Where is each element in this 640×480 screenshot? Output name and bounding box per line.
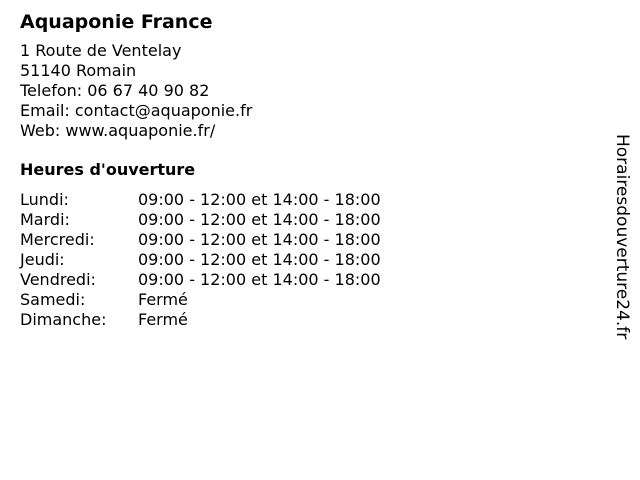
business-name: Aquaponie France (20, 11, 213, 33)
address-block (20, 41, 580, 141)
business-card (20, 9, 580, 330)
phone-line: Telefon: 06 67 40 90 82 (20, 81, 210, 100)
hours-row-monday (20, 190, 580, 210)
web-line: Web: www.aquaponie.fr/ (20, 121, 216, 140)
day-label: Mardi: (20, 210, 70, 229)
day-label: Lundi: (20, 190, 69, 209)
opening-hours-table (20, 190, 580, 330)
day-hours: 09:00 - 12:00 et 14:00 - 18:00 (138, 250, 381, 269)
day-label: Dimanche: (20, 310, 107, 329)
day-label: Mercredi: (20, 230, 95, 249)
hours-row-tuesday (20, 210, 580, 230)
day-label: Vendredi: (20, 270, 96, 289)
day-label: Samedi: (20, 290, 86, 309)
address-city: 51140 Romain (20, 61, 137, 80)
day-hours: 09:00 - 12:00 et 14:00 - 18:00 (138, 190, 381, 209)
opening-hours-title: Heures d'ouverture (20, 160, 196, 179)
day-hours: 09:00 - 12:00 et 14:00 - 18:00 (138, 230, 381, 249)
hours-row-saturday (20, 290, 580, 310)
hours-row-sunday (20, 310, 580, 330)
hours-row-friday (20, 270, 580, 290)
day-hours: 09:00 - 12:00 et 14:00 - 18:00 (138, 210, 381, 229)
day-hours: Fermé (138, 310, 188, 329)
day-label: Jeudi: (20, 250, 65, 269)
day-hours: 09:00 - 12:00 et 14:00 - 18:00 (138, 270, 381, 289)
hours-row-wednesday (20, 230, 580, 250)
hours-row-thursday (20, 250, 580, 270)
site-watermark: Horairesdouverture24.fr (612, 134, 632, 340)
day-hours: Fermé (138, 290, 188, 309)
address-street: 1 Route de Ventelay (20, 41, 182, 60)
email-line: Email: contact@aquaponie.fr (20, 101, 253, 120)
